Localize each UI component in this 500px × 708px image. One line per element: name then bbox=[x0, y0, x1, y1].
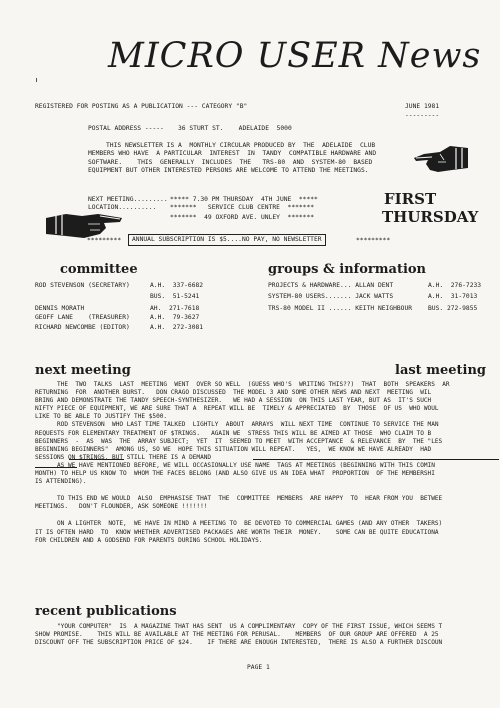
groups-topic: SYSTEM-80 USERS....... JACK WATTS bbox=[268, 293, 394, 301]
underline-beginners bbox=[35, 467, 77, 468]
committee-name: GEOFF LANE (TREASURER) bbox=[35, 314, 130, 322]
location-line1: ******* SERVICE CLUB CENTRE ******* bbox=[170, 204, 315, 211]
committee-row bbox=[35, 282, 203, 290]
pointing-hand-icon bbox=[410, 140, 470, 182]
underline-elementary bbox=[69, 459, 124, 460]
next-meeting-value: ***** 7.30 PM THURSDAY 4TH JUNE ***** bbox=[170, 196, 318, 203]
committee-list bbox=[35, 282, 203, 332]
groups-heading: groups & information bbox=[268, 262, 427, 277]
subscription-stars-right: ********* bbox=[356, 237, 391, 244]
committee-name bbox=[35, 293, 150, 301]
committee-row bbox=[35, 314, 203, 322]
groups-topic: TRS-80 MODEL II ...... KEITH NEIGHBOUR bbox=[268, 304, 413, 312]
committee-phone: AH. 271-7618 bbox=[150, 304, 200, 312]
groups-row bbox=[268, 293, 481, 301]
postal-address: 36 STURT ST. ADELAIDE 5000 bbox=[178, 125, 292, 132]
paragraph: ROD STEVENSON WHO LAST TIME TALKED LIGHTLY ABOUT ARRAYS WILL NEXT TIME CONTINUE TO SERVICE THE MAN REQUESTS FOR ELEMENTARY TREATMENT OF $TRINGS. AGAIN WE STRESS THIS WILL BE AIMED AT THOSE WHO CLAIM TO B BEGINNERS - AS WAS THE ARRAY SUBJECT; YET IT SEEMED TO MEET WITH ACCEPTANCE & RELEVANCE BY THE "LES BEGINNING BEGINNERS" AMONG US, SO WE HOPE THIS SITUATION WILL REPEAT. YES, WE KNOW WE HAVE ALREADY HAD SESSIONS ON $TRINGS, BUT STILL THERE IS A DEMAND bbox=[35, 421, 443, 461]
subscription-notice: ANNUAL SUBSCRIPTION IS $5....NO PAY, NO NEWSLETTER bbox=[128, 234, 326, 246]
issue-date: JUNE 1981 bbox=[405, 103, 440, 110]
location-label: LOCATION.......... bbox=[88, 204, 157, 211]
intro-line: THIS NEWSLETTER IS A MONTHLY CIRCULAR PRODUCED BY THE ADELAIDE CLUB bbox=[106, 142, 376, 149]
registration-line: REGISTERED FOR POSTING AS A PUBLICATION --- CATEGORY "B" bbox=[35, 103, 248, 110]
committee-row bbox=[35, 324, 203, 332]
page-number: PAGE 1 bbox=[247, 664, 270, 671]
groups-row bbox=[268, 282, 481, 290]
paragraph: "YOUR COMPUTER" IS A MAGAZINE THAT HAS SENT US A COMPLIMENTARY COPY OF THE FIRST ISSUE, WHICH SEEMS T SHOW PROMISE. THIS WILL BE AVAILABLE AT THE MEETING FOR PERUSAL. MEMBERS OF OUR GROUP ARE OFFERED A 25 DISCOUNT OFF THE SUBSCRIPTION PRICE OF $24. IF THERE ARE ENOUGH INTERESTED, THERE IS ALSO A FURTHER DISCOUN bbox=[35, 623, 443, 647]
paragraph: TO THIS END WE WOULD ALSO EMPHASISE THAT THE COMMITTEE MEMBERS ARE HAPPY TO HEAR FROM YOU BETWEE MEETINGS. DON'T FLOUNDER, ASK SOMEONE !!!!!!! bbox=[35, 495, 443, 511]
intro-block bbox=[88, 142, 376, 176]
committee-name: ROD STEVENSON (SECRETARY) bbox=[35, 282, 130, 289]
first-thursday-line1: FIRST bbox=[384, 190, 437, 208]
intro-line: SOFTWARE. THIS GENERALLY INCLUDES THE TRS-80 AND SYSTEM-80 BASED bbox=[88, 158, 373, 166]
first-thursday-line2: THURSDAY bbox=[382, 208, 479, 226]
recent-publications-body bbox=[35, 623, 500, 647]
intro-line: EQUIPMENT BUT OTHER INTERESTED PERSONS ARE WELCOME TO ATTEND THE MEETINGS. bbox=[88, 167, 369, 175]
groups-list bbox=[268, 282, 481, 313]
subscription-stars-left: ********* bbox=[87, 237, 122, 244]
paragraph: THE TWO TALKS LAST MEETING WENT OVER SO WELL (GUESS WHO'S WRITING THIS??) THAT BOTH SPEAKERS AR RETURNING FOR ANOTHER BURST. DON CRAGO DISCUSSED THE MODEL 3 AND SOME OTHER NEWS AND NEXT MEETING WIL BRING AND DEMONSTRATE THE TANDY SPEECH-SYNTHESIZER. WE HAD A SESSION ON THIS LAST YEAR, BUT AS IT'S SUCH NIFTY PIECE OF EQUIPMENT, WE ARE SURE THAT A REPEAT WILL BE TIMELY & APPRECIATED BY THOSE OF US WHO WOUL LIKE TO BE ABLE TO JUSTIFY THE $500. bbox=[35, 381, 450, 421]
committee-phone: A.H. 272-3081 bbox=[150, 323, 204, 331]
groups-row bbox=[268, 305, 481, 313]
committee-phone: BUS. 51-5241 bbox=[150, 293, 200, 301]
issue-date-underline: --------- bbox=[405, 112, 440, 119]
groups-phone: BUS. 272-9855 bbox=[428, 304, 478, 312]
paragraph: ON A LIGHTER NOTE, WE HAVE IN MIND A MEETING TO BE DEVOTED TO COMMERCIAL GAMES (AND ANY OTHER TAKERS) IT IS OFTEN HARD TO KNOW WHETHER ADVERTISED PACKAGES ARE WORTH THEIR MONEY. SOME CAN BE QUITE EDUCATIONA FOR CHILDREN AND A GODSEND FOR PARENTS DURING SCHOOL HOLIDAYS. bbox=[35, 520, 443, 544]
committee-phone: A.H. 337-6682 bbox=[150, 282, 204, 289]
recent-publications-heading: recent publications bbox=[35, 604, 177, 619]
committee-name: RICHARD NEWCOMBE (EDITOR) bbox=[35, 323, 130, 331]
committee-name: DENNIS MORATH bbox=[35, 304, 85, 312]
next-meeting-body bbox=[35, 381, 500, 545]
paragraph: AS WE HAVE MENTIONED BEFORE, WE WILL OCCASIONALLY USE NAME TAGS AT MEETINGS (BEGINNING WITH THIS COMIN MONTH) TO HELP US KNOW TO WHOM THE FACES BELONG (AND ALSO GIVE US AN IDEA WHAT PROPORTION OF THE MEMBERSHI IS ATTENDING). bbox=[35, 461, 435, 486]
next-meeting-heading: next meeting bbox=[35, 363, 131, 378]
committee-row bbox=[35, 305, 203, 313]
next-meeting-label: NEXT MEETING......... bbox=[88, 196, 168, 203]
committee-heading: committee bbox=[60, 262, 138, 277]
underline-emphasis bbox=[253, 459, 499, 460]
groups-phone: A.H. 276-7233 bbox=[428, 282, 482, 289]
groups-phone: A.H. 31-7013 bbox=[428, 293, 478, 301]
committee-phone: A.H. 79-3627 bbox=[150, 314, 200, 322]
last-meeting-heading: last meeting bbox=[395, 363, 486, 378]
location-line2: ******* 49 OXFORD AVE. UNLEY ******* bbox=[170, 214, 315, 221]
groups-topic: PROJECTS & HARDWARE... ALLAN DENT bbox=[268, 282, 394, 289]
postal-label: POSTAL ADDRESS ----- bbox=[88, 125, 164, 132]
committee-row bbox=[35, 293, 203, 301]
masthead-title: MICRO USER News bbox=[108, 36, 482, 76]
margin-mark bbox=[36, 78, 42, 82]
intro-line: MEMBERS WHO HAVE A PARTICULAR INTEREST IN TANDY COMPATIBLE HARDWARE AND bbox=[88, 150, 377, 158]
